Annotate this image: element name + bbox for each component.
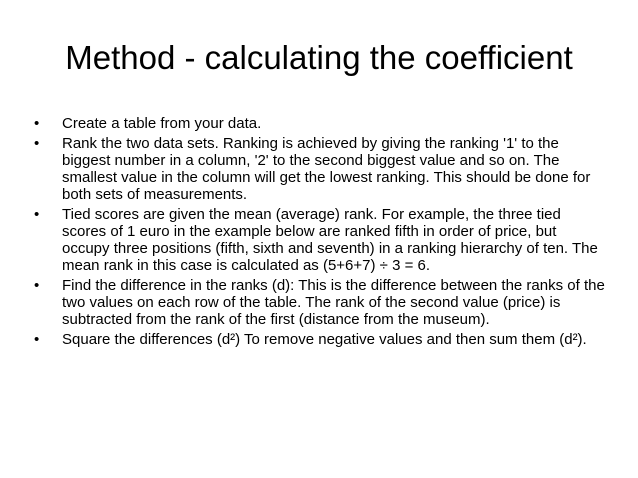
bullet-item xyxy=(34,135,606,203)
bullet-item xyxy=(34,277,606,328)
bullet-dot-icon: • xyxy=(34,206,40,223)
bullet-item xyxy=(34,115,606,132)
bullet-dot-icon: • xyxy=(34,135,40,152)
bullet-dot-icon: • xyxy=(34,277,40,294)
bullet-item xyxy=(34,331,606,348)
bullet-text: Tied scores are given the mean (average) rank. For example, the three tied scores of 1 euro in the example below are ranked fifth in order of price, but occupy three positions (fifth, sixth and seventh) in a ranking hierarchy of ten. The mean rank in this case is calculated as (5+6+7) ÷ 3 = 6. xyxy=(62,206,598,274)
bullet-text: Find the difference in the ranks (d): This is the difference between the ranks of the two values on each row of the table. The rank of the second value (price) is subtracted from the rank of the first (distance from the museum). xyxy=(62,277,605,328)
bullet-list xyxy=(34,115,606,351)
bullet-text: Square the differences (d²) To remove negative values and then sum them (d²). xyxy=(62,331,587,348)
bullet-dot-icon: • xyxy=(34,331,40,348)
bullet-item xyxy=(34,206,606,274)
bullet-text: Rank the two data sets. Ranking is achieved by giving the ranking '1' to the biggest number in a column, '2' to the second biggest value and so on. The smallest value in the column will get the lowest ranking. This should be done for both sets of measurements. xyxy=(62,135,591,203)
slide-title: Method - calculating the coefficient xyxy=(65,39,573,76)
bullet-text: Create a table from your data. xyxy=(62,115,262,132)
bullet-dot-icon: • xyxy=(34,115,40,132)
